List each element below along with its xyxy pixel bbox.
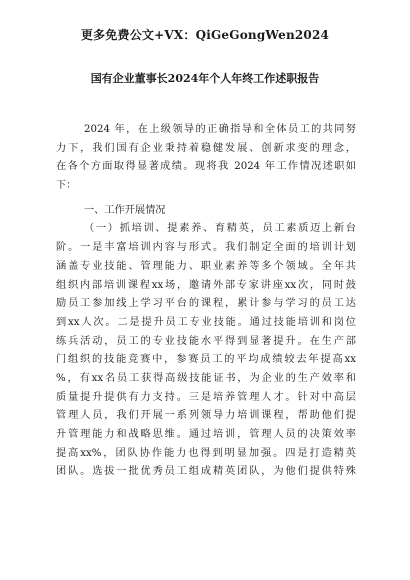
paragraph-line: 管理人员，我们开展一系列领导力培训课程，帮助他们提: [56, 410, 356, 422]
paragraph-line: 提高xx%，团队协作能力也得到明显加强。四是打造精英: [56, 447, 356, 459]
paragraph-line: 涵盖专业技能、管理能力、职业素养等多个领域。全年共: [56, 260, 356, 272]
paragraph-line: 阶。一是丰富培训内容与形式。我们制定全面的培训计划: [56, 242, 356, 254]
paragraph-line: 质量提升提供有力支持。三是培养管理人才。针对中高层: [56, 391, 356, 403]
promo-banner: 更多免费公文+VX：QiGeGongWen2024: [80, 28, 330, 42]
document-title: 国有企业董事长2024年个人年终工作述职报告: [90, 72, 320, 85]
paragraph-line: 2024 年，在上级领导的正确指导和全体员工的共同努: [84, 124, 356, 135]
paragraph-line: 在各个方面取得显著成绩。现将我 2024 年工作情况述职如: [56, 161, 356, 173]
paragraph-line: 组织内部培训课程xx场，邀请外部专家讲座xx次，同时鼓: [56, 279, 356, 291]
paragraph-line: 团队。选拔一批优秀员工组成精英团队，为他们提供特殊: [56, 466, 356, 478]
paragraph-line: 门组织的技能竞赛中，参赛员工的平均成绩较去年提高xx: [56, 354, 356, 366]
paragraph-line: 力下，我们国有企业秉持着稳健发展、创新求变的理念，: [56, 142, 356, 154]
section-heading: 一、工作开展情况: [84, 204, 166, 216]
paragraph-line: 下：: [56, 180, 77, 192]
paragraph-line: 升管理能力和战略思维。通过培训，管理人员的决策效率: [56, 429, 356, 440]
paragraph-line: 练兵活动，员工的专业技能水平得到显著提升。在生产部: [56, 335, 356, 347]
paragraph-line: （一）抓培训、提素养、育精英，员工素质迈上新台: [84, 223, 356, 235]
paragraph-line: %，有xx名员工获得高级技能证书，为企业的生产效率和: [56, 372, 356, 384]
document-body: [56, 121, 356, 482]
paragraph-line: 励员工参加线上学习平台的课程，累计参与学习的员工达: [56, 298, 356, 310]
paragraph-line: 到xx人次。二是提升员工专业技能。通过技能培训和岗位: [56, 316, 356, 328]
